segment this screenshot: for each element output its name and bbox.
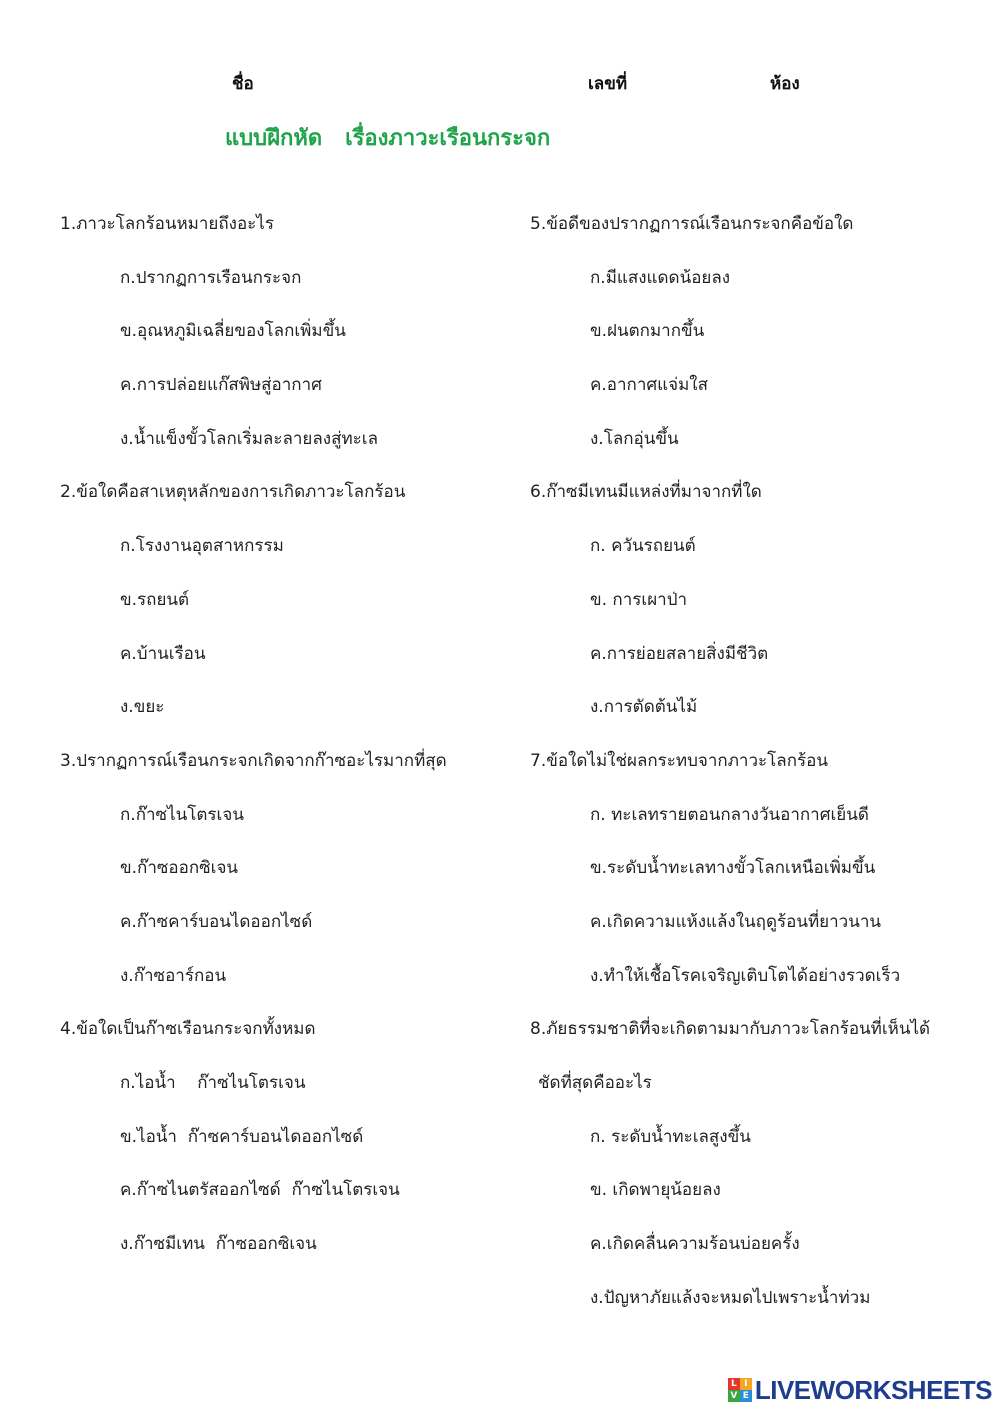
answer-option[interactable]: ก.ก๊าซไนโตรเจน [120, 804, 244, 825]
brand-name: LIVEWORKSHEETS [754, 1374, 992, 1405]
room-label: ห้อง [770, 74, 800, 94]
question-text: 4.ข้อใดเป็นก๊าซเรือนกระจกทั้งหมด [60, 1019, 316, 1040]
question-text: 2.ข้อใดคือสาเหตุหลักของการเกิดภาวะโลกร้อน [60, 482, 406, 503]
question-5 [530, 206, 930, 474]
logo-letter: E [740, 1390, 752, 1402]
questions-left-column [60, 206, 447, 1280]
worksheet-title: แบบฝึกหัด เรื่องภาวะเรือนกระจก [225, 126, 551, 151]
question-2 [60, 474, 447, 742]
answer-option[interactable]: ก. ควันรถยนต์ [590, 536, 696, 557]
answer-option[interactable]: ง.ขยะ [120, 697, 165, 718]
name-label: ชื่อ [232, 74, 254, 94]
question-8 [530, 1011, 930, 1333]
answer-option[interactable]: ข.อุณหภูมิเฉลี่ยของโลกเพิ่มขึ้น [120, 321, 346, 342]
logo-letter: I [740, 1378, 752, 1390]
question-text: 8.ภัยธรรมชาติที่จะเกิดตามมากับภาวะโลกร้อนที่เห็นได้ [530, 1019, 931, 1040]
answer-option[interactable]: ค.เกิดคลื่นความร้อนบ่อยครั้ง [590, 1234, 800, 1255]
answer-option[interactable]: ง.ก๊าซมีเทน ก๊าซออกซิเจน [120, 1234, 317, 1255]
question-6 [530, 474, 930, 742]
answer-option[interactable]: ค.การย่อยสลายสิ่งมีชีวิต [590, 643, 769, 664]
question-text-continued: ชัดที่สุดคืออะไร [538, 1073, 652, 1093]
answer-option[interactable]: ข.ฝนตกมากขึ้น [590, 321, 705, 342]
answer-option[interactable]: ง.ทำให้เชื้อโรคเจริญเติบโตได้อย่างรวดเร็ว [590, 965, 901, 986]
answer-option[interactable]: ก. ทะเลทรายตอนกลางวันอากาศเย็นดี [590, 804, 869, 825]
question-7 [530, 743, 930, 1011]
liveworksheets-logo-icon [728, 1378, 752, 1402]
answer-option[interactable]: ง.ก๊าซอาร์กอน [120, 965, 227, 986]
answer-option[interactable]: ง.ปัญหาภัยแล้งจะหมดไปเพราะน้ำท่วม [590, 1287, 871, 1308]
answer-option[interactable]: ข.ก๊าซออกซิเจน [120, 858, 239, 879]
answer-option[interactable]: ข.ระดับน้ำทะเลทางขั้วโลกเหนือเพิ่มขึ้น [590, 858, 876, 879]
answer-option[interactable]: ข.ไอน้ำ ก๊าซคาร์บอนไดออกไซด์ [120, 1126, 364, 1147]
answer-option[interactable]: ค.ก๊าซไนตรัสออกไซด์ ก๊าซไนโตรเจน [120, 1180, 400, 1201]
question-4 [60, 1011, 447, 1279]
number-label: เลขที่ [588, 74, 628, 94]
question-text: 1.ภาวะโลกร้อนหมายถึงอะไร [60, 214, 274, 234]
answer-option[interactable]: ค.บ้านเรือน [120, 643, 206, 664]
answer-option[interactable]: ง.โลกอุ่นขึ้น [590, 428, 679, 449]
answer-option[interactable]: ข.รถยนต์ [120, 589, 190, 610]
answer-option[interactable]: ง.การตัดต้นไม้ [590, 697, 698, 718]
answer-option[interactable]: ก. ระดับน้ำทะเลสูงขึ้น [590, 1126, 751, 1147]
logo-letter: V [728, 1390, 740, 1402]
answer-option[interactable]: ค.เกิดความแห้งแล้งในฤดูร้อนที่ยาวนาน [590, 911, 881, 932]
answer-option[interactable]: ก.ปรากฏการเรือนกระจก [120, 267, 302, 288]
question-3 [60, 743, 447, 1011]
question-text: 6.ก๊าซมีเทนมีแหล่งที่มาจากที่ใด [530, 482, 762, 503]
answer-option[interactable]: ก.มีแสงแดดน้อยลง [590, 267, 731, 288]
answer-option[interactable]: ก.ไอน้ำ ก๊าซไนโตรเจน [120, 1073, 306, 1093]
answer-option[interactable]: ง.น้ำแข็งขั้วโลกเริ่มละลายลงสู่ทะเล [120, 428, 379, 449]
liveworksheets-watermark [728, 1373, 992, 1407]
questions-right-column [530, 206, 930, 1333]
answer-option[interactable]: ก.โรงงานอุตสาหกรรม [120, 536, 284, 557]
question-text: 5.ข้อดีของปรากฏการณ์เรือนกระจกคือข้อใด [530, 214, 854, 234]
question-text: 3.ปรากฏการณ์เรือนกระจกเกิดจากก๊าซอะไรมากที่สุด [60, 750, 447, 771]
logo-letter: L [728, 1378, 740, 1390]
question-1 [60, 206, 447, 474]
answer-option[interactable]: ค.อากาศแจ่มใส [590, 375, 708, 396]
answer-option[interactable]: ข. เกิดพายุน้อยลง [590, 1180, 721, 1201]
answer-option[interactable]: ข. การเผาป่า [590, 589, 688, 610]
answer-option[interactable]: ค.การปล่อยแก๊สพิษสู่อากาศ [120, 375, 322, 396]
question-text: 7.ข้อใดไม่ใช่ผลกระทบจากภาวะโลกร้อน [530, 750, 828, 771]
answer-option[interactable]: ค.ก๊าซคาร์บอนไดออกไซด์ [120, 911, 313, 932]
